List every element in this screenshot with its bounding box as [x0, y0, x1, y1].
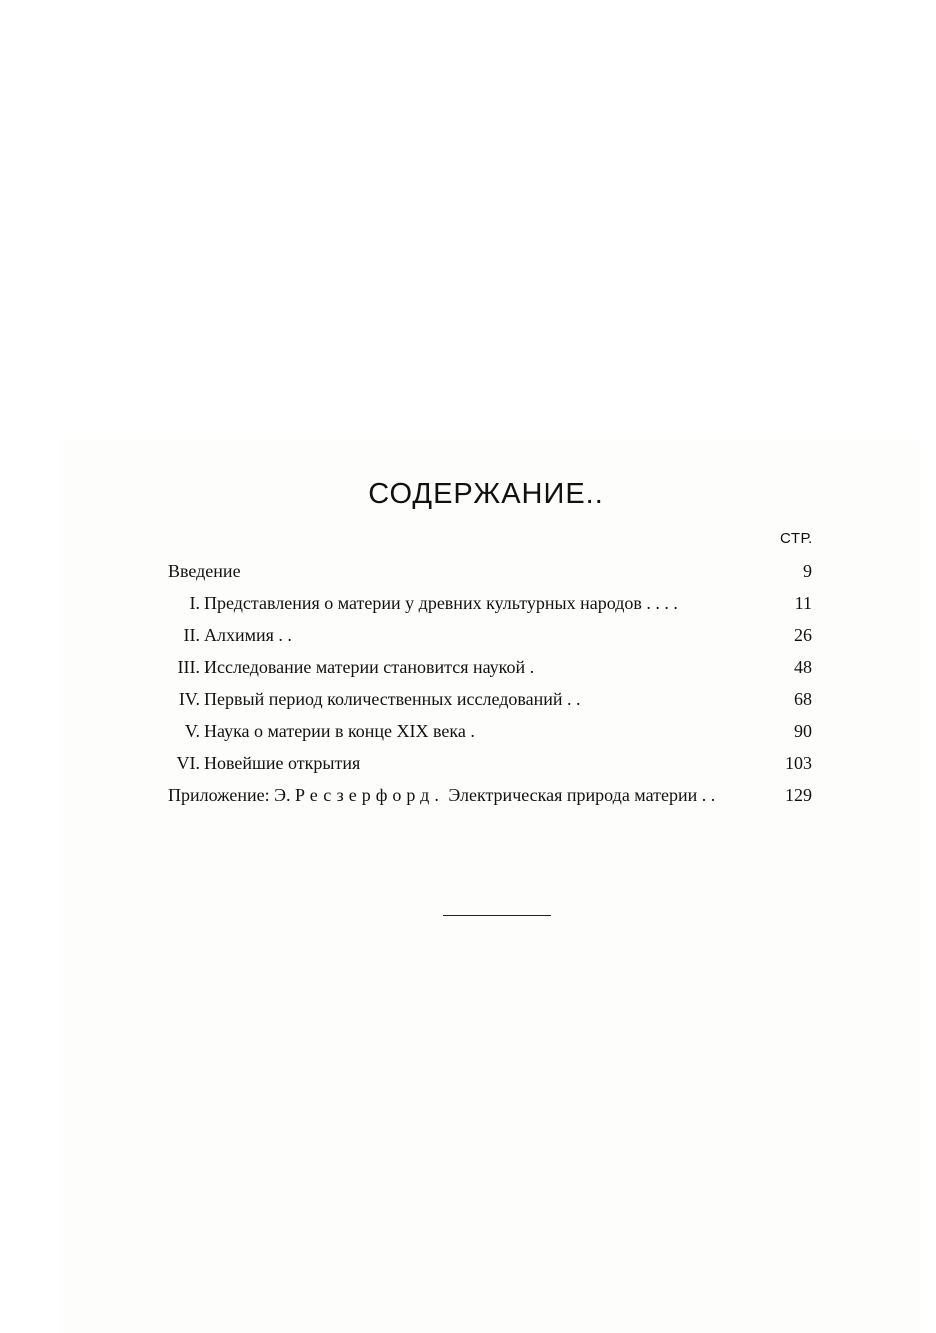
toc-entry-title: Введение: [168, 561, 241, 581]
toc-entry-page: 9: [803, 561, 812, 581]
toc-entry-title: [168, 779, 715, 811]
page-title: СОДЕРЖАНИЕ..: [368, 478, 604, 510]
appendix-author: Ресзерфорд.: [295, 785, 444, 805]
toc-entry-page: 90: [794, 721, 812, 741]
toc-entry-title: Исследование материи становится наукой .: [204, 657, 535, 677]
toc-entry-page: 26: [794, 625, 812, 645]
toc-chapter-number: II.: [183, 625, 200, 645]
toc-entry-appendix: [168, 779, 812, 811]
toc-chapter-number: I.: [189, 593, 200, 613]
toc-entry-chapter-6: [168, 747, 812, 779]
appendix-prefix: Приложение: Э.: [168, 785, 291, 805]
toc-entry-intro: [168, 555, 812, 587]
toc-chapter-number: V.: [184, 721, 200, 741]
table-of-contents: [168, 555, 812, 811]
toc-entry-title: Представления о материи у древних культурных народов . . . .: [204, 593, 678, 613]
closing-rule: [443, 915, 551, 916]
toc-entry-page: 129: [785, 785, 812, 805]
toc-entry-page: 68: [794, 689, 812, 709]
toc-entry-title: Алхимия . .: [204, 625, 292, 645]
toc-chapter-number: III.: [177, 657, 200, 677]
toc-entry-chapter-5: [168, 715, 812, 747]
toc-entry-page: 11: [794, 593, 812, 613]
toc-chapter-number: VI.: [176, 753, 200, 773]
toc-entry-chapter-2: [168, 619, 812, 651]
toc-chapter-number: IV.: [178, 689, 200, 709]
toc-entry-chapter-1: [168, 587, 812, 619]
toc-entry-page: 103: [785, 753, 812, 773]
toc-entry-title: Наука о материи в конце XIX века .: [204, 721, 475, 741]
appendix-title: Электрическая природа материи . .: [448, 785, 716, 805]
toc-entry-chapter-4: [168, 683, 812, 715]
toc-entry-page: 48: [794, 657, 812, 677]
toc-entry-title: Новейшие открытия: [204, 753, 361, 773]
pages-column-label: СТР.: [780, 530, 813, 547]
toc-entry-chapter-3: [168, 651, 812, 683]
toc-entry-title: Первый период количественных исследований . .: [204, 689, 581, 709]
